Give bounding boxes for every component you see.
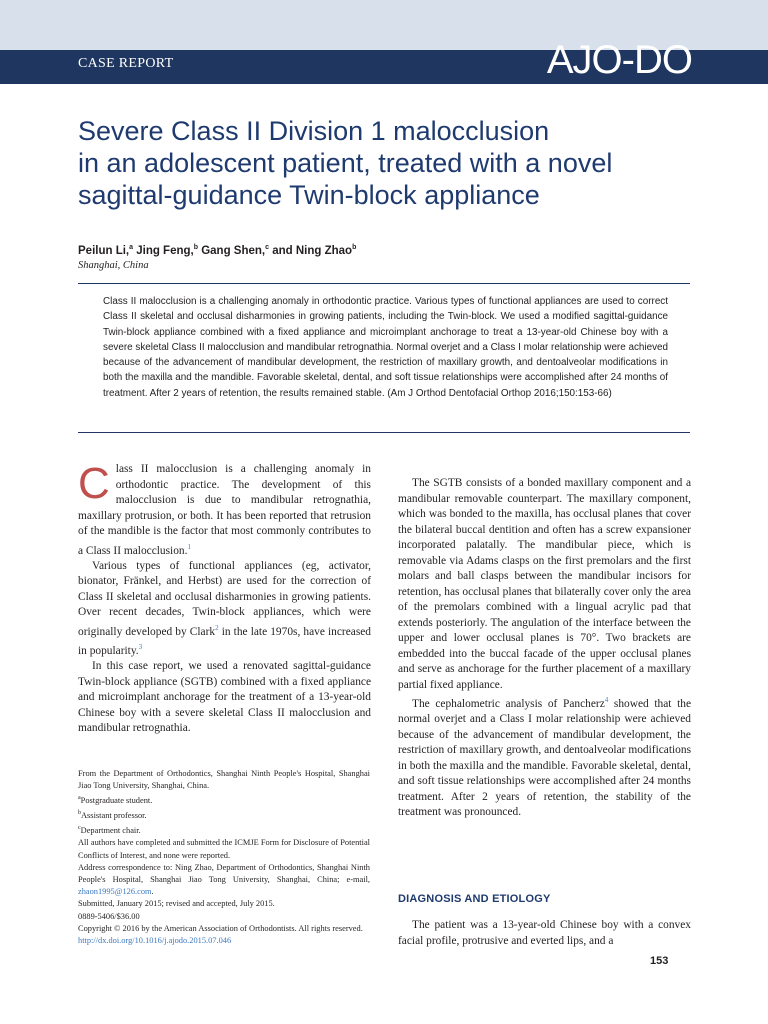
body-column-right — [398, 476, 691, 821]
author-affiliation-mark: b — [352, 244, 357, 251]
footnote-issn: 0889-5406/$36.00 — [78, 911, 140, 921]
footnote-mark: b — [78, 810, 81, 817]
article-title — [78, 115, 698, 211]
title-line: sagittal-guidance Twin-block appliance — [78, 180, 540, 210]
email-link[interactable]: zhaon1995@126.com — [78, 887, 152, 897]
footnote-text: Assistant professor. — [81, 811, 147, 821]
footnote-disclosure: All authors have completed and submitted the ICMJE Form for Disclosure of Potential Conflicts of Interest, and none were reported. — [78, 838, 370, 860]
drop-cap: C — [78, 459, 110, 508]
journal-logo: AJO-DO — [546, 38, 692, 82]
author-name: and Ning Zhao — [269, 244, 353, 257]
body-paragraph: The SGTB consists of a bonded maxillary component and a mandibular removable counterpart. The maxillary component, which was bonded to the maxilla, has occlusal planes that cover the bilateral buccal dentition and often has a screw expansioner incorporated palatally. The mandibular piece, which is removable via Adams clasps on the first premolars and the first molars and ball clasps between the mandibular incisors for retention, has occlusal planes that bilaterally cover only the area of the premolars combined with a lingual acrylic pad that extends posteriorly. The angulation of the interface between the upper and lower occlusal planes is 70°. Two brackets are embedded into the buccal facade of the upper occlusal planes and serve as anchorage for the further placement of a maxillary partial fixed appliance. — [398, 477, 691, 691]
abstract-bottom-rule — [78, 432, 690, 433]
body-paragraph: The patient was a 13-year-old Chinese boy with a convex facial profile, protrusive and everted lips, and a — [398, 919, 691, 947]
paragraph-text: showed that the normal overjet and a Class I molar relationship were achieved because of the advancement of mandibular development, the restriction of maxillary growth, and dentoalveolar modifications in both the maxilla and the mandible. Favorable skeletal, dental, and soft tissue relationships were accomplished after 24 months treatment. After 2 years of retention, the stability of the treatment was pronounced. — [398, 697, 691, 819]
body-paragraph — [78, 459, 371, 559]
footnote-submitted: Submitted, January 2015; revised and accepted, July 2015. — [78, 899, 275, 909]
body-paragraph — [78, 559, 371, 660]
paragraph-text: The cephalometric analysis of Pancherz — [412, 697, 605, 710]
body-column-right-continued — [398, 918, 691, 949]
footnote-affiliation: From the Department of Orthodontics, Shanghai Ninth People's Hospital, Shanghai Jiao Tong University, Shanghai, China. — [78, 769, 370, 791]
author-name: Gang Shen, — [198, 244, 266, 257]
footnote-text: . — [151, 887, 154, 897]
body-column-left — [78, 459, 372, 737]
footnote-item — [78, 792, 370, 807]
footnote-text: Department chair. — [80, 826, 141, 836]
footnote-item — [78, 822, 370, 837]
footnote-correspondence — [78, 862, 370, 899]
citation-link[interactable]: 2 — [215, 623, 219, 632]
footnote-mark: a — [78, 795, 81, 802]
abstract: Class II malocclusion is a challenging anomaly in orthodontic practice. Various types of functional appliances are used to correct Class II skeletal and occlusal disharmonies in growing patients, including the Twin-block. We used a modified sagittal-guidance Twin-block appliance combined with a fixed appliance and microimplant anchorage to treat a 13-year-old Chinese boy with a severe skeletal Class II malocclusion and mandibular retrognathia. Normal overjet and a Class I molar relationship were achieved because of the advancement of mandibular development, the restriction of maxillary growth, and dentoalveolar modifications in both the maxilla and the mandible. Favorable skeletal, dental, and soft tissue relationships were accomplished after 24 months of treatment. After 2 years of retention, the results remained stable. (Am J Orthod Dentofacial Orthop 2016;150:153-66) — [103, 296, 668, 399]
author-affiliation-mark: c — [265, 244, 270, 251]
paragraph-text: in the late 1970s, have increased in popularity. — [78, 625, 372, 657]
footnotes — [78, 768, 370, 947]
author-name: Jing Feng, — [133, 244, 194, 257]
paragraph-text: Various types of functional appliances (eg, activator, bionator, Fränkel, and Herbst) are used for the correction of Class II skeletal and occlusal disharmonies in growing patients. Over recent decades, Twin-block appliances, which were originally developed by Clark — [78, 559, 371, 638]
author-name: Peilun Li, — [78, 244, 130, 257]
page-number: 153 — [650, 955, 669, 967]
body-paragraph: In this case report, we used a renovated sagittal-guidance Twin-block appliance (SGTB) combined with a fixed appliance and microimplant anchorage for the treatment of a 13-year-old Chinese boy with a severe skeletal Class II malocclusion and mandibular retrognathia. — [78, 660, 371, 735]
section-label: CASE REPORT — [78, 56, 174, 71]
footnote-text: Postgraduate student. — [80, 796, 153, 806]
footnote-copyright: Copyright © 2016 by the American Association of Orthodontists. All rights reserved. — [78, 923, 363, 933]
paragraph-text: lass II malocclusion is a challenging anomaly in orthodontic practice. The development of this malocclusion is due to mandibular retrognathia, maxillary protrusion, or both. It has been reported that retrusion of the mandible is the factor that most commonly contributes to a Class II malocclusion. — [78, 463, 371, 557]
citation-link[interactable]: 4 — [604, 696, 609, 704]
footnote-mark: c — [78, 825, 81, 832]
doi-link[interactable]: http://dx.doi.org/10.1016/j.ajodo.2015.07.046 — [78, 936, 232, 946]
title-line: in an adolescent patient, treated with a novel — [78, 148, 613, 178]
citation-link[interactable]: 3 — [138, 643, 143, 652]
footnote-item — [78, 807, 370, 822]
footnote-text: Address correspondence to: Ning Zhao, Department of Orthodontics, Shanghai Ninth People's Hospital, Shanghai Jiao Tong University, Shanghai, China; e-mail, — [78, 862, 370, 885]
author-affiliation-mark: b — [193, 244, 199, 251]
citation-link[interactable]: 1 — [187, 542, 191, 551]
author-location: Shanghai, China — [78, 260, 149, 271]
title-line: Severe Class II Division 1 malocclusion — [78, 116, 550, 146]
section-heading: DIAGNOSIS AND ETIOLOGY — [398, 893, 551, 905]
abstract-top-rule — [78, 283, 690, 284]
author-list — [78, 244, 356, 257]
body-paragraph — [398, 693, 691, 821]
author-affiliation-mark: a — [129, 244, 134, 251]
